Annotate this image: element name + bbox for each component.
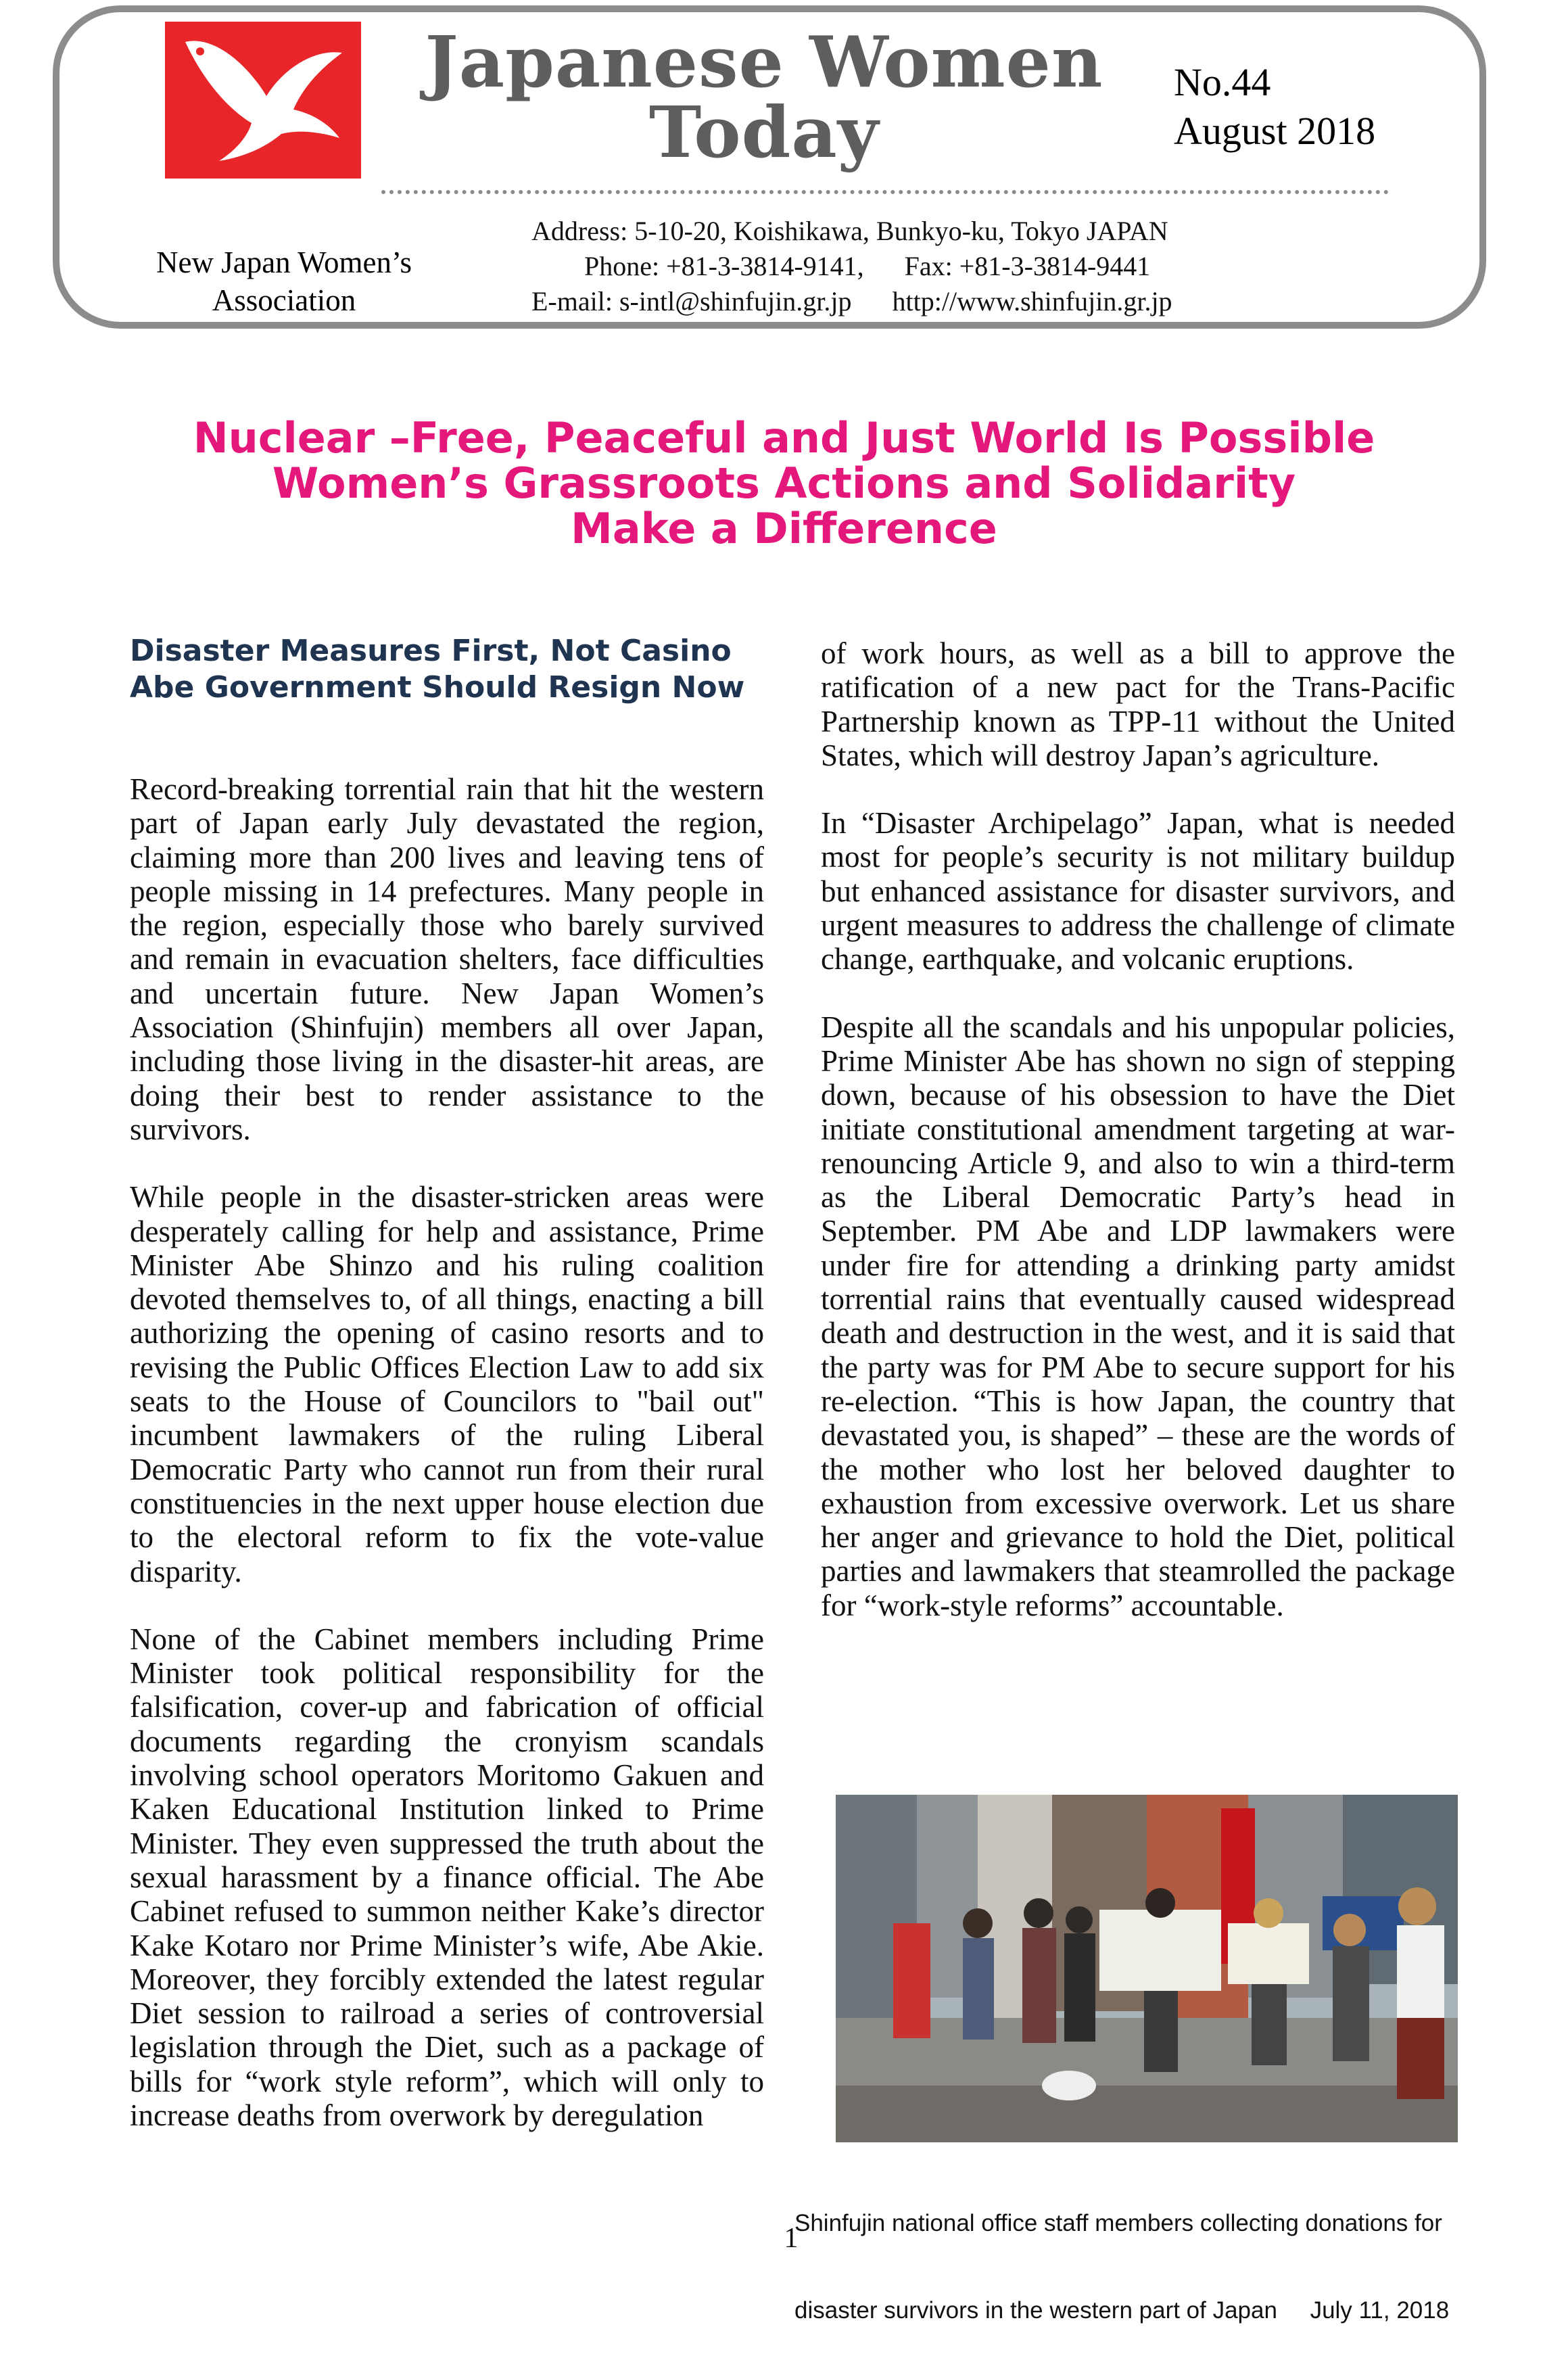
headline-line3: Make a Difference	[571, 504, 997, 553]
street-donation-photo	[836, 1795, 1458, 2142]
article-paragraph: None of the Cabinet members including Prime Minister took political responsibility for the falsification, cover-up and fabrication of official documents regarding the cronyism scandals involving school operators Moritomo Gakuen and Kaken Educational Institution linked to Prime Minister. They even suppressed the truth about the sexual harassment by a finance official. The Abe Cabinet refused to summon neither Kake’s director Kake Kotaro nor Prime Minister’s wife, Abe Akie. Moreover, they forcibly extended the latest regular Diet session to railroad a series of controversial legislation through the Diet, such as a package of bills for “work style reform”, which will only to increase deaths from overwork by deregulation	[130, 1622, 764, 2132]
left-column	[130, 772, 764, 2166]
caption-line1: Shinfujin national office staff members collecting donations for	[794, 2210, 1442, 2236]
article-paragraph: of work hours, as well as a bill to approve the ratification of a new pact for the Trans-Pacific Partnership known as TPP-11 without the United States, which will destroy Japan’s agriculture.	[821, 636, 1455, 772]
issue-date: August 2018	[1174, 109, 1376, 153]
article-paragraph: While people in the disaster-stricken areas were desperately calling for help and assistance, Prime Minister Abe Shinzo and his ruling coalition devoted themselves to, of all things, enacting a bill authorizing the opening of casino resorts and to revising the Public Offices Election Law to add six seats to the House of Councilors to "bail out" incumbent lawmakers of the ruling Liberal Democratic Party who cannot run from their rural constituencies in the next upper house election due to the electoral reform to fix the vote-value disparity.	[130, 1180, 764, 1588]
article-paragraph: Despite all the scandals and his unpopular policies, Prime Minister Abe has shown no sign of stepping down, because of his obsession to have the Diet initiate constitutional amendment targeting at war-renouncing Article 9, and also to win a third-term as the Liberal Democratic Party’s head in September. PM Abe and LDP lawmakers were under fire for attending a drinking party amidst torrential rains that eventually caused widespread death and destruction in the west, and it is said that the party was for PM Abe to secure support for his re-election. “This is how Japan, the country that devastated you, is shaped” – these are the words of the mother who lost her beloved daughter to exhaustion from excessive overwork. Let us share her anger and grievance to hold the Diet, political parties and lawmakers that steamrolled the package for “work-style reforms” accountable.	[821, 1010, 1455, 1622]
main-headline	[0, 415, 1568, 551]
address-line: Address: 5-10-20, Koishikawa, Bunkyo-ku, Tokyo JAPAN	[531, 216, 1168, 246]
phone-fax-line: Phone: +81-3-3814-9141, Fax: +81-3-3814-9441	[584, 251, 1151, 281]
dove-logo-icon	[165, 22, 361, 179]
photo-caption	[794, 2150, 1449, 2354]
article-paragraph: Record-breaking torrential rain that hit the western part of Japan early July devastated the region, claiming more than 200 lives and leaving tens of people missing in 14 prefectures. Many people in the region, especially those who barely survived and remain in evacuation shelters, face difficulties and uncertain future. New Japan Women’s Association (Shinfujin) members all over Japan, including those living in the disaster-hit areas, are doing their best to render assistance to the survivors.	[130, 772, 764, 1146]
dotted-divider	[381, 190, 1389, 194]
article-subheading	[130, 633, 779, 706]
headline-line1: Nuclear –Free, Peaceful and Just World Is Possible	[193, 413, 1375, 463]
issue-info	[1174, 58, 1375, 156]
caption-line2: disaster survivors in the western part of Japan July 11, 2018	[794, 2297, 1450, 2324]
email-web-line: E-mail: s-intl@shinfujin.gr.jp http://www.shinfujin.gr.jp	[531, 286, 1172, 316]
title-line2: Today	[648, 91, 880, 174]
right-column	[821, 636, 1455, 1656]
newsletter-title	[379, 20, 1149, 174]
headline-line2: Women’s Grassroots Actions and Solidarity	[272, 458, 1296, 508]
subheading-line2: Abe Government Should Resign Now	[130, 670, 745, 705]
contact-block	[531, 214, 1172, 319]
subheading-line1: Disaster Measures First, Not Casino	[130, 634, 732, 668]
article-paragraph: In “Disaster Archipelago” Japan, what is needed most for people’s security is not military buildup but enhanced assistance for disaster survivors, and urgent measures to address the challenge of climate change, earthquake, and volcanic eruptions.	[821, 806, 1455, 976]
organization-name	[101, 243, 467, 319]
issue-number: No.44	[1174, 60, 1271, 104]
page-number: 1	[784, 2223, 799, 2254]
org-name-line2: Association	[212, 283, 356, 317]
org-name-line1: New Japan Women’s	[156, 245, 412, 279]
title-line1: Japanese Women	[425, 20, 1103, 103]
